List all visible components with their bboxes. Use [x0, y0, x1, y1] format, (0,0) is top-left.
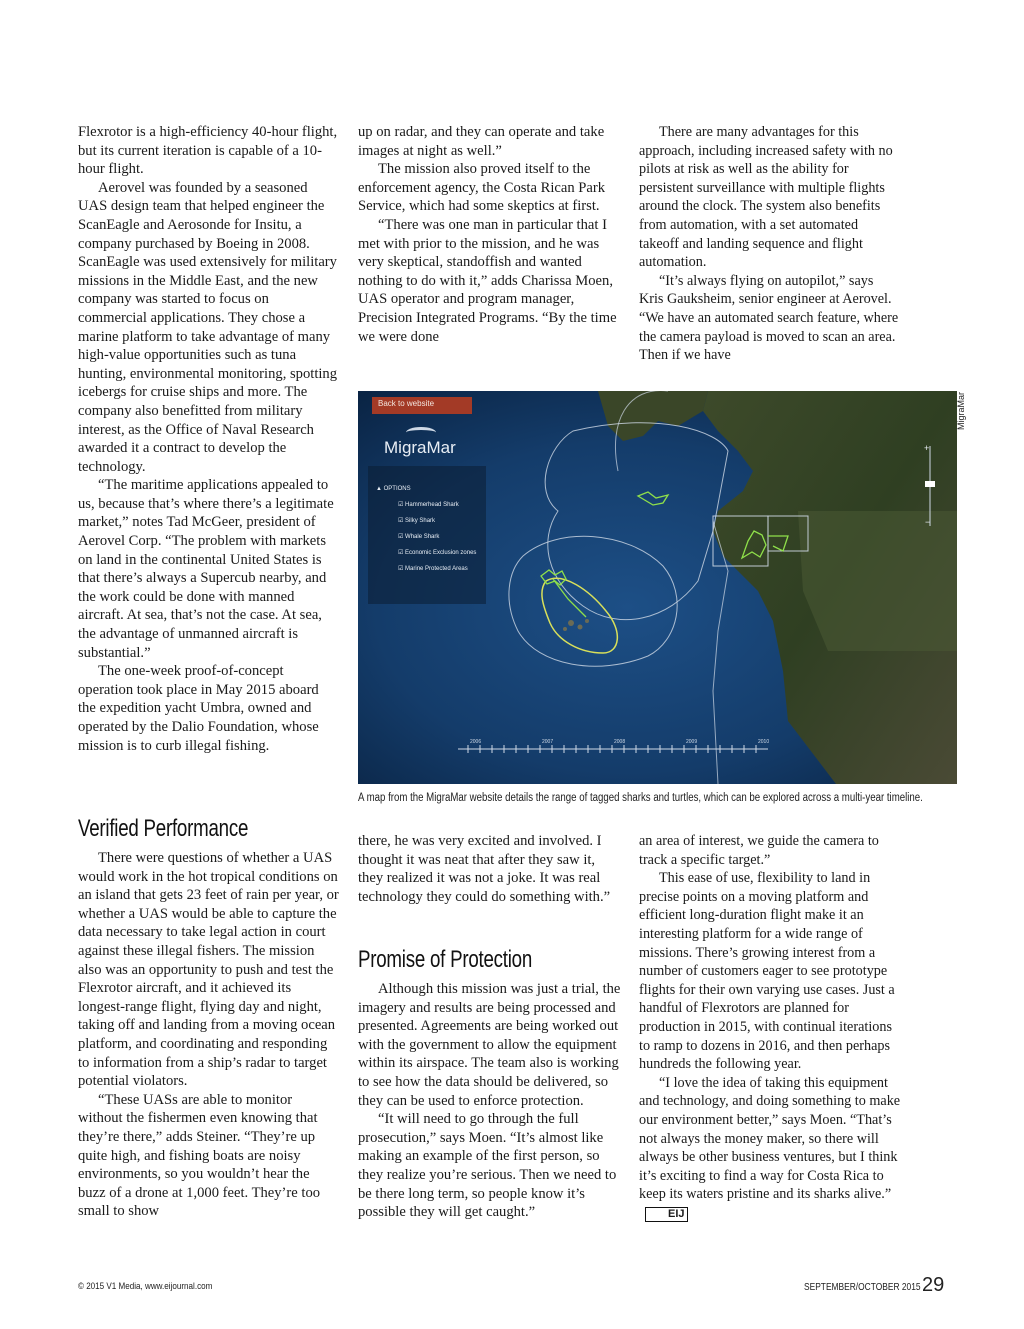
column-2-bottom	[358, 832, 623, 906]
options-panel	[376, 481, 486, 573]
legend-label: Silky Shark	[405, 518, 436, 524]
timeline-year[interactable]: 2009	[686, 739, 698, 745]
legend-item-hammerhead[interactable]	[376, 497, 486, 513]
paragraph: The mission also proved itself to the enforcement agency, the Costa Rican Park Service, which had some skeptics at first.	[358, 161, 606, 215]
heading-text: Verified Performance	[78, 815, 249, 842]
end-mark-logo: EIJ	[645, 1207, 688, 1222]
checkbox-icon: ☑	[398, 550, 406, 556]
figure-caption: A map from the MigraMar website details the range of tagged sharks and turtles, which can be explored across a multi-year timeline.	[358, 792, 923, 804]
section-heading-verified-performance	[78, 815, 296, 843]
paragraph: up on radar, and they can operate and take images at night as well.”	[358, 124, 605, 159]
timeline-year[interactable]: 2007	[542, 739, 554, 745]
section-heading-promise-of-protection	[358, 946, 581, 974]
column-3-top	[639, 123, 901, 365]
paragraph: an area of interest, we guide the camera to track a specific target.”	[639, 833, 879, 868]
migramar-logo	[384, 427, 456, 458]
timeline-year[interactable]: 2010	[758, 739, 770, 745]
migramar-map	[358, 391, 957, 784]
footer-copyright: © 2015 V1 Media, www.eijournal.com	[78, 1281, 213, 1292]
closing-quote-text: “I love the idea of taking this equipment and technology, and doing something to make our environment better,” says Moen. “That’s not always the money maker, so there will always be other business ventures, but I think it’s exciting to find a way for Costa Rica to keep its waters pristine and its sharks alive.”	[639, 1074, 901, 1203]
legend-label: Marine Protected Areas	[405, 566, 468, 572]
paragraph: “It’s always flying on autopilot,” says Kris Gauksheim, senior engineer at Aerovel. “We have an automated search feature, where the camera payload is moved to scan an area. Then if we have	[639, 272, 899, 364]
checkbox-icon: ☑	[398, 566, 406, 572]
paragraph: There are many advantages for this approach, including increased safety with no pilots at risk as well as the ability for persistent surveillance with multiple flights around the clock. The system also benefits from automation, with a set automated takeoff and landing sequence and flight automation.	[639, 124, 893, 271]
legend-item-whale[interactable]	[376, 529, 486, 545]
options-label: OPTIONS	[383, 486, 411, 492]
column-1-top	[78, 123, 340, 755]
land-texture	[798, 511, 957, 651]
photo-credit: MigraMar	[956, 391, 966, 430]
zoom-out-icon[interactable]: −	[925, 517, 931, 527]
timeline-year[interactable]: 2006	[470, 739, 482, 745]
legend-item-eez[interactable]	[376, 549, 486, 557]
paragraph: “It will need to go through the full prosecution,” says Moen. “It’s almost like making an example of the first person, so they realize you’re serious. Then we need to be there long term, so people know it’s possible they will get caught.”	[358, 1111, 617, 1221]
footer-issue: SEPTEMBER/OCTOBER 2015	[804, 1281, 921, 1293]
hammerhead-logo-icon	[406, 427, 436, 438]
paragraph: Flexrotor is a high-efficiency 40-hour flight, but its current iteration is capable of a 10-hour flight.	[78, 124, 338, 178]
zoom-slider-handle	[925, 481, 935, 487]
checkbox-icon: ☑	[398, 502, 406, 508]
paragraph: “These UASs are able to monitor without the fishermen even knowing that they’re there,” adds Steiner. “They’re up quite high, and fishing boats are noisy environments, so you wouldn’t hear the buzz of a drone at 1,000 feet. They’re too small to show	[78, 1091, 321, 1220]
checkbox-icon: ☑	[398, 534, 406, 540]
legend-label: Hammerhead Shark	[405, 502, 459, 508]
page-number: 29	[922, 1274, 945, 1296]
legend-label: Whale Shark	[405, 534, 440, 540]
column-3-bottom	[639, 832, 901, 1222]
paragraph: “There was one man in particular that I met with prior to the mission, and he was very skeptical, standoffish and wanted nothing to do with it,” adds Charissa Moen, UAS operator and program manager, Precision Integrated Programs. “By the time we were done	[358, 216, 617, 345]
paragraph: The one-week proof-of-concept operation took place in May 2015 aboard the expedition yacht Umbra, owned and operated by the Dalio Foundation, whose mission is to curb illegal fishing.	[78, 663, 319, 754]
paragraph: There were questions of whether a UAS would work in the hot tropical conditions on an island that gets 23 feet of rain per year, or whether a UAS would be able to capture the data necessary to take legal action in court against these illegal fishers. The mission also was an opportunity to push and test the Flexrotor aircraft, and it achieved its longest-range flight, flying day and night, taking off and landing from a moving ocean platform, and coordinating and responding to information from a ship’s radar to target potential violators.	[78, 850, 339, 1090]
options-toggle[interactable]: ▲ OPTIONS	[376, 486, 411, 492]
column-2-top	[358, 123, 623, 346]
paragraph: “The maritime applications appealed to us, because that’s where there’s a legitimate market,” notes Tad McGeer, president of Aerovel Corp. “The problem with markets on land in the continental United States is that there’s always a Supercub nearby, and the work could be done with manned aircraft. At sea, that’s not the case. At sea, the advantage of unmanned aircraft is substantial.”	[78, 477, 334, 661]
paragraph: Although this mission was just a trial, the imagery and results are being processed and presented. Agreements are being worked out with the government to allow the equipment within its airspace. The team also is working to see how the data should be delivered, so they can be used to enforce protection.	[358, 981, 621, 1109]
legend-label: Economic Exclusion zones	[405, 550, 477, 556]
brand-name: MigraMar	[384, 438, 456, 457]
legend-item-silky[interactable]	[376, 513, 486, 529]
back-to-website-button[interactable]: Back to website	[378, 399, 435, 408]
paragraph: Aerovel was founded by a seasoned UAS design team that helped engineer the ScanEagle and Aerosonde for Insitu, a company purchased by Boeing in 2008. ScanEagle was used extensively for military missions in the Middle East, and the new company was started to focus on commercial applications. They chose a marine platform to take advantage of many high-value opportunities such as tuna hunting, environmental monitoring, spotting icebergs for cruise ships and more. The company also benefitted from military interest, as the Office of Naval Research awarded it a contract to develop the technology.	[78, 179, 338, 475]
checkbox-icon: ☑	[398, 518, 406, 524]
paragraph: there, he was very excited and involved. I thought it was neat that after they saw it, they realized it was not a joke. It was real technology they could do something with.”	[358, 833, 611, 905]
column-2-bottom-2	[358, 980, 623, 1222]
paragraph: This ease of use, flexibility to land in precise points on a moving platform and efficient long-duration flight make it an interesting platform for a wide range of missions. There’s growing interest from a number of customers eager to see prototype flights for their own varying use cases. Just a handful of Flexrotors are planned for production in 2015, with continual iterations to ramp to dozens in 2016, and then perhaps hundreds the following year.	[639, 870, 895, 1073]
heading-text: Promise of Protection	[358, 946, 533, 973]
legend-item-mpa[interactable]	[376, 565, 486, 573]
timeline-year[interactable]: 2008	[614, 739, 626, 745]
column-1-bottom	[78, 849, 340, 1221]
paragraph	[639, 1074, 901, 1223]
zoom-in-icon[interactable]: +	[924, 443, 930, 453]
